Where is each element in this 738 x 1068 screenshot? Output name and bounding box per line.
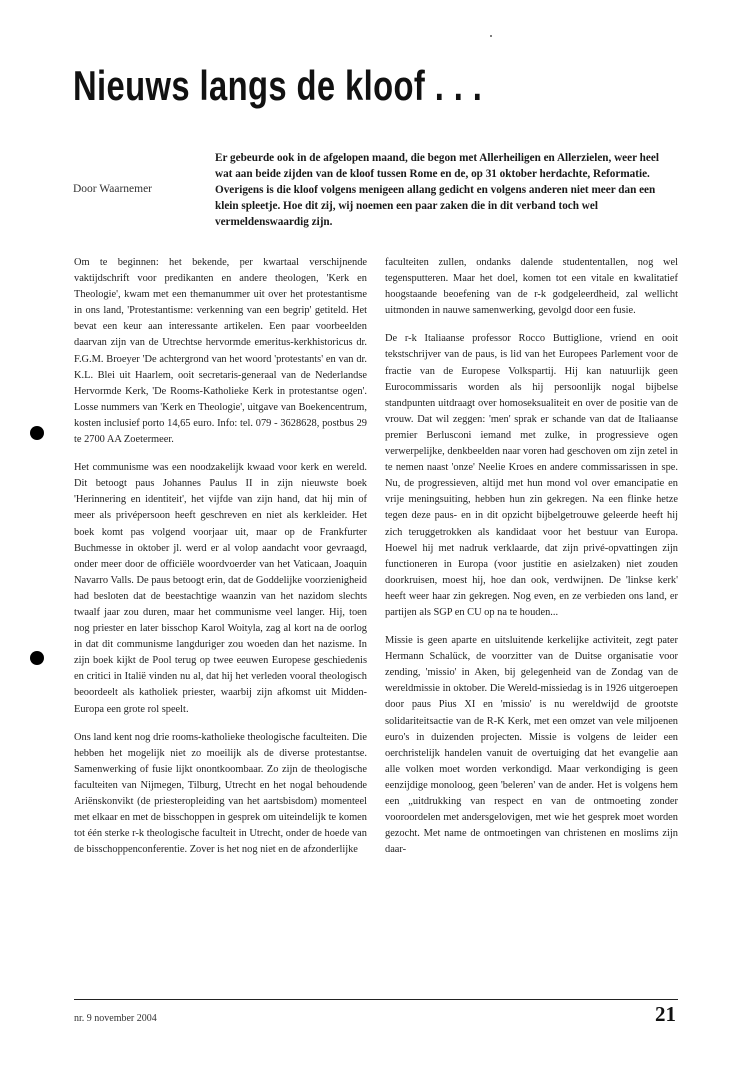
paragraph-faculteiten-fusie: faculteiten zullen, ondanks dalende studententallen, nog wel tegensputteren. Maar het doel, komen tot een vitale en kwalitatief hoogstaande beoefening van de r-k godgeleerdheid, zal wellicht uitmonden in nauwe samenwerking, gevolgd door een fusie. xyxy=(385,257,678,317)
paragraph-buttiglione: De r-k Italiaanse professor Rocco Buttiglione, vriend en ooit tekstschrijver van de paus, is lid van het Europees Parlement voor de fractie van de Europese Volkspartij. Hij kan natuurlijk geen Eurocommissaris worden als hij persoonlijk nogal bijbelse standpunten uitdraagt over homoseksualiteit en over de positie van de vrouw. Dat wil zeggen: 'men' sprak er schande van dat de Italiaanse premier Berlusconi iemand met zulke, in progressieve ogen verwerpelijke, denkbeelden naar voren had geschoven om zijn zetel in te nemen naast 'onze' Neelie Kroes en andere commissarissen in spe. Nu, de progressieven, altijd met hun mond vol over emancipatie en vrije meningsuiting, hebben hun zin gekregen. Na een flinke hetze tegen deze paus- en in dit opzicht bijbelgetrouwe geleerde heeft hij zich teruggetrokken als kandidaat voor het bestuur van Europa. Hoewel hij met nadruk verklaarde, dat zijn privé-opvattingen zijn functioneren in Europa (voor justitie en asielzaken) niet zouden doorkruisen, moest hij, hoe dan ook, verdwijnen. De 'linkse kerk' heeft weer haar zin gekregen. Nog even, en ze verbieden ons land, er partijen als SGP en CU op na te houden... xyxy=(385,333,678,618)
paragraph-paus-communisme: Het communisme was een noodzakelijk kwaad voor kerk en wereld. Dit betoogt paus Johannes Paulus II in zijn nieuwste boek 'Herinnering en identiteit', het vijfde van zijn hand, dat hij min of meer als privépersoon heeft geschreven en niet als kerkleider. Het boek komt pas volgend voorjaar uit, maar op de Frankfurter Buchmesse in oktober jl. werd er al volop aandacht voor gevraagd, onder meer door de officiële woordvoerder van het Vaticaan, Joaquin Navarro Valls. De paus betoogt erin, dat de Goddelijke voorzienigheid had besloten dat de beestachtige waanzin van het nazidom slechts twaalf jaar zou duren, maar het communisme veel langer. Hij, toen nog priester en later bisschop Karol Woityla, zag al kort na de oorlog in dat dit communisme langduriger zou woeden dan het nazisme. In zijn boek kijkt de Pool terug op twee eeuwen Europese geschiedenis en critici in Italië vinden nu al, dat hij het verleden vooral theologisch beoordeelt als katholiek priester, waarbij zijn afkomst uit Midden-Europa een grote rol speelt. xyxy=(74,462,367,715)
paragraph-rk-faculteiten: Ons land kent nog drie rooms-katholieke theologische faculteiten. Die hebben het mogelijk niet zo moeilijk als de diverse protestantse. Samenwerking of fusie lijkt onontkoombaar. Zo zijn de theologische faculteiten van Nijmegen, Tilburg, Utrecht en het nogal behoudende Ariënskonvikt (de priesteropleiding van het aartsbisdom) momenteel met elkaar en met de bisschoppen in gesprek om uiteindelijk te komen tot één sterke r-k theologische faculteit in Utrecht, onder de hoede van de bisschoppenconferentie. Zover is het nog niet en de afzonderlijke xyxy=(74,731,367,856)
footer-divider xyxy=(74,999,678,1000)
author-byline: Door Waarnemer xyxy=(73,183,153,195)
page-number: 21 xyxy=(655,1002,676,1026)
left-column xyxy=(74,255,367,870)
punch-hole-top xyxy=(30,426,44,440)
scan-speck xyxy=(490,35,492,37)
article-title: Nieuws langs de kloof . . . xyxy=(73,62,483,109)
paragraph-kerk-en-theologie: Om te beginnen: het bekende, per kwartaal verschijnende vaktijdschrift voor predikanten en andere theologen, 'Kerk en Theologie', kwam met een themanummer uit over het protestantisme in ons land, 'Protestantisme: verkenning van een begrip' getiteld. Het bevat een keur aan interessante artikelen. Een paar voorbeelden daarvan zijn van de Utrechtse hervormde emeritus-kerkhistoricus dr. F.G.M. Broeyer 'De achtergrond van het woord 'protestants' en van dr. K.L. Blei uit Haarlem, ooit secretaris-generaal van de Nederlandse Hervormde Kerk, 'De Rooms-Katholieke Kerk in protestantse ogen'. Losse nummers van 'Kerk en Theologie', uitgave van Boekencentrum, kosten inclusief porto 14,65 euro. Info: tel. 079 - 3628628, postbus 29 te 2700 AA Zoetermeer. xyxy=(74,257,367,446)
paragraph-missio: Missie is geen aparte en uitsluitende kerkelijke activiteit, zegt pater Hermann Schalück, de voorzitter van de Duitse organisatie voor zending, 'missio' in Aken, bij gelegenheid van de Zondag van de wereldmissie in oktober. Die Wereld-missiedag is in 1926 uitgeroepen door paus Pius XI en 'missio' is nu wereldwijd de grootste solidariteitsactie van de R-K Kerk, met een omzet van vele miljoenen euro's in duizenden projecten. Missie is volgens de leider een oerchristelijk handelen vanuit de overtuiging dat het evangelie aan alle volken moet worden verkondigd. Maar verkondiging is geen eenzijdige monoloog, geen 'beleren' van de ander. Het is volgens hem een „uitdrukking van respect en van de ontmoeting zonder vooroordelen met andersgelovigen, met wie het gesprek moet worden gezocht. Met name de ontmoetingen van christenen en moslims zijn daar- xyxy=(385,635,678,856)
issue-label: nr. 9 november 2004 xyxy=(74,1013,157,1024)
article-intro: Er gebeurde ook in de afgelopen maand, die begon met Allerheiligen en Allerzielen, weer heel wat aan beide zijden van de kloof tussen Rome en de, op 31 oktober herdachte, Reformatie. Overigens is die kloof volgens menigeen allang gedicht en volgens anderen niet meer dan een klein spleetje. Hoe dit zij, wij noemen een paar zaken die in dit verband toch wel vermeldenswaardig zijn. xyxy=(215,152,659,228)
punch-hole-bottom xyxy=(30,651,44,665)
right-column xyxy=(385,255,678,870)
